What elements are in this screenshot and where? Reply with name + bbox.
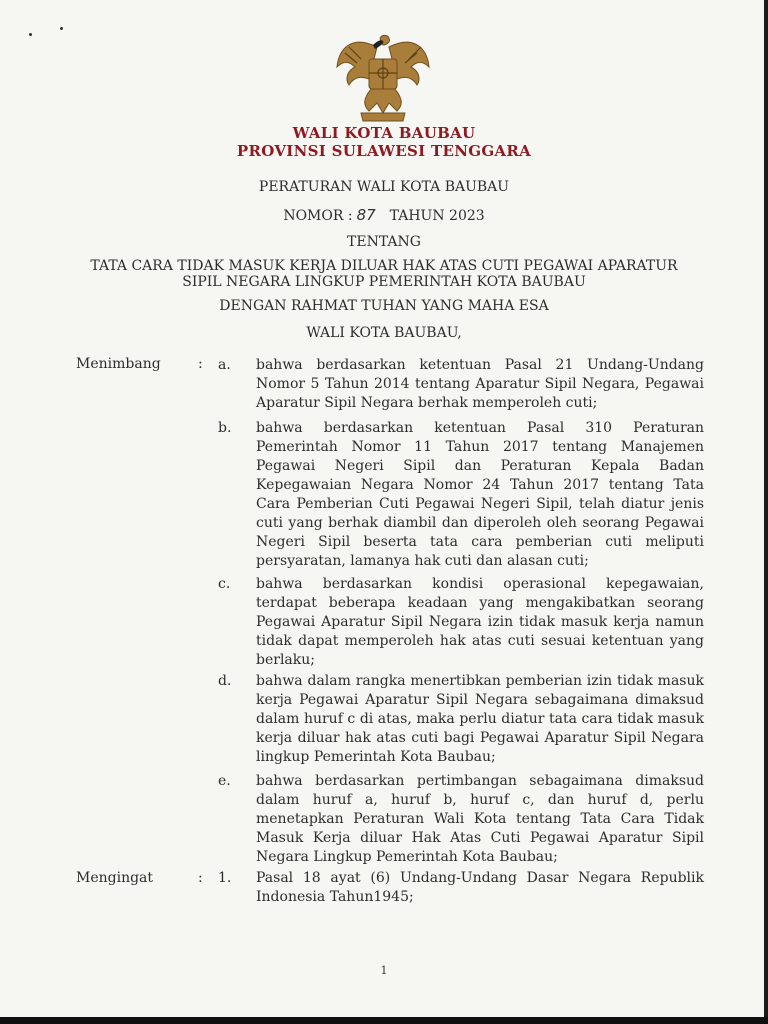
- scan-edge-bottom: [0, 1017, 768, 1024]
- regulation-number-line: [0, 206, 768, 224]
- menimbang-item-text: bahwa berdasarkan pertimbangan sebagaimana dimaksud dalam huruf a, huruf b, huruf c, dan huruf d, perlu menetapkan Peraturan Wali Kota tentang Tata Cara Tidak Masuk Kerja diluar Hak Atas Cuti Pegawai Aparatur Sipil Negara Lingkup Pemerintah Kota Baubau;: [256, 773, 704, 865]
- tahun-label: TAHUN 2023: [389, 208, 485, 224]
- regulation-title-line-1: TATA CARA TIDAK MASUK KERJA DILUAR HAK ATAS CUTI PEGAWAI APARATUR: [90, 258, 678, 274]
- mengingat-item-text: Pasal 18 ayat (6) Undang-Undang Dasar Negara Republik Indonesia Tahun1945;: [256, 870, 704, 905]
- province-title: PROVINSI SULAWESI TENGGARA: [236, 142, 532, 160]
- menimbang-colon: :: [198, 356, 203, 372]
- scan-speck: [29, 33, 32, 36]
- nomor-handwritten-value: 87: [356, 206, 376, 224]
- authority-line: WALI KOTA BAUBAU,: [306, 325, 462, 341]
- garuda-emblem-icon: [333, 33, 433, 125]
- menimbang-item-text: bahwa berdasarkan ketentuan Pasal 21 Undang-Undang Nomor 5 Tahun 2014 tentang Aparatur Sipil Negara, Pegawai Aparatur Sipil Negara berhak memperoleh cuti;: [256, 357, 704, 411]
- regulation-title-line-2: SIPIL NEGARA LINGKUP PEMERINTAH KOTA BAUBAU: [182, 274, 586, 290]
- menimbang-item-marker: e.: [218, 773, 231, 789]
- page-number: 1: [380, 964, 388, 977]
- mengingat-colon: :: [198, 870, 203, 886]
- menimbang-label: Menimbang: [76, 356, 161, 372]
- invocation-line: DENGAN RAHMAT TUHAN YANG MAHA ESA: [219, 298, 549, 314]
- regulation-type: PERATURAN WALI KOTA BAUBAU: [258, 179, 510, 195]
- mengingat-item-marker: 1.: [218, 870, 232, 886]
- scan-speck: [60, 27, 63, 30]
- menimbang-item-marker: d.: [218, 673, 232, 689]
- menimbang-item-marker: a.: [218, 357, 231, 373]
- tentang-heading: TENTANG: [347, 234, 421, 250]
- menimbang-item-marker: c.: [218, 576, 231, 592]
- nomor-label: NOMOR :: [283, 208, 353, 224]
- menimbang-item-text: bahwa berdasarkan kondisi operasional kepegawaian, terdapat beberapa keadaan yang mengakibatkan seorang Pegawai Aparatur Sipil Negara izin tidak masuk kerja namun tidak dapat memperoleh hak atas cuti sesuai ketentuan yang berlaku;: [256, 576, 704, 668]
- mengingat-label: Mengingat: [76, 870, 154, 886]
- issuer-title: WALI KOTA BAUBAU: [292, 124, 476, 142]
- menimbang-item-marker: b.: [218, 420, 232, 436]
- menimbang-item-text: bahwa berdasarkan ketentuan Pasal 310 Peraturan Pemerintah Nomor 11 Tahun 2017 tentang Manajemen Pegawai Negeri Sipil dan Peraturan Kepala Badan Kepegawaian Negara Nomor 24 Tahun 2017 tentang Tata Cara Pemberian Cuti Pegawai Negeri Sipil, telah diatur jenis cuti yang berhak diambil dan diperoleh oleh seorang Pegawai Negeri Sipil beserta tata cara pemberian cuti meliputi persyaratan, lamanya hak cuti dan alasan cuti;: [256, 420, 704, 569]
- menimbang-item-text: bahwa dalam rangka menertibkan pemberian izin tidak masuk kerja Pegawai Aparatur Sipil Negara sebagaimana dimaksud dalam huruf c di atas, maka perlu diatur tata cara tidak masuk kerja diluar hak atas cuti bagi Pegawai Aparatur Sipil Negara lingkup Pemerintah Kota Baubau;: [256, 673, 704, 765]
